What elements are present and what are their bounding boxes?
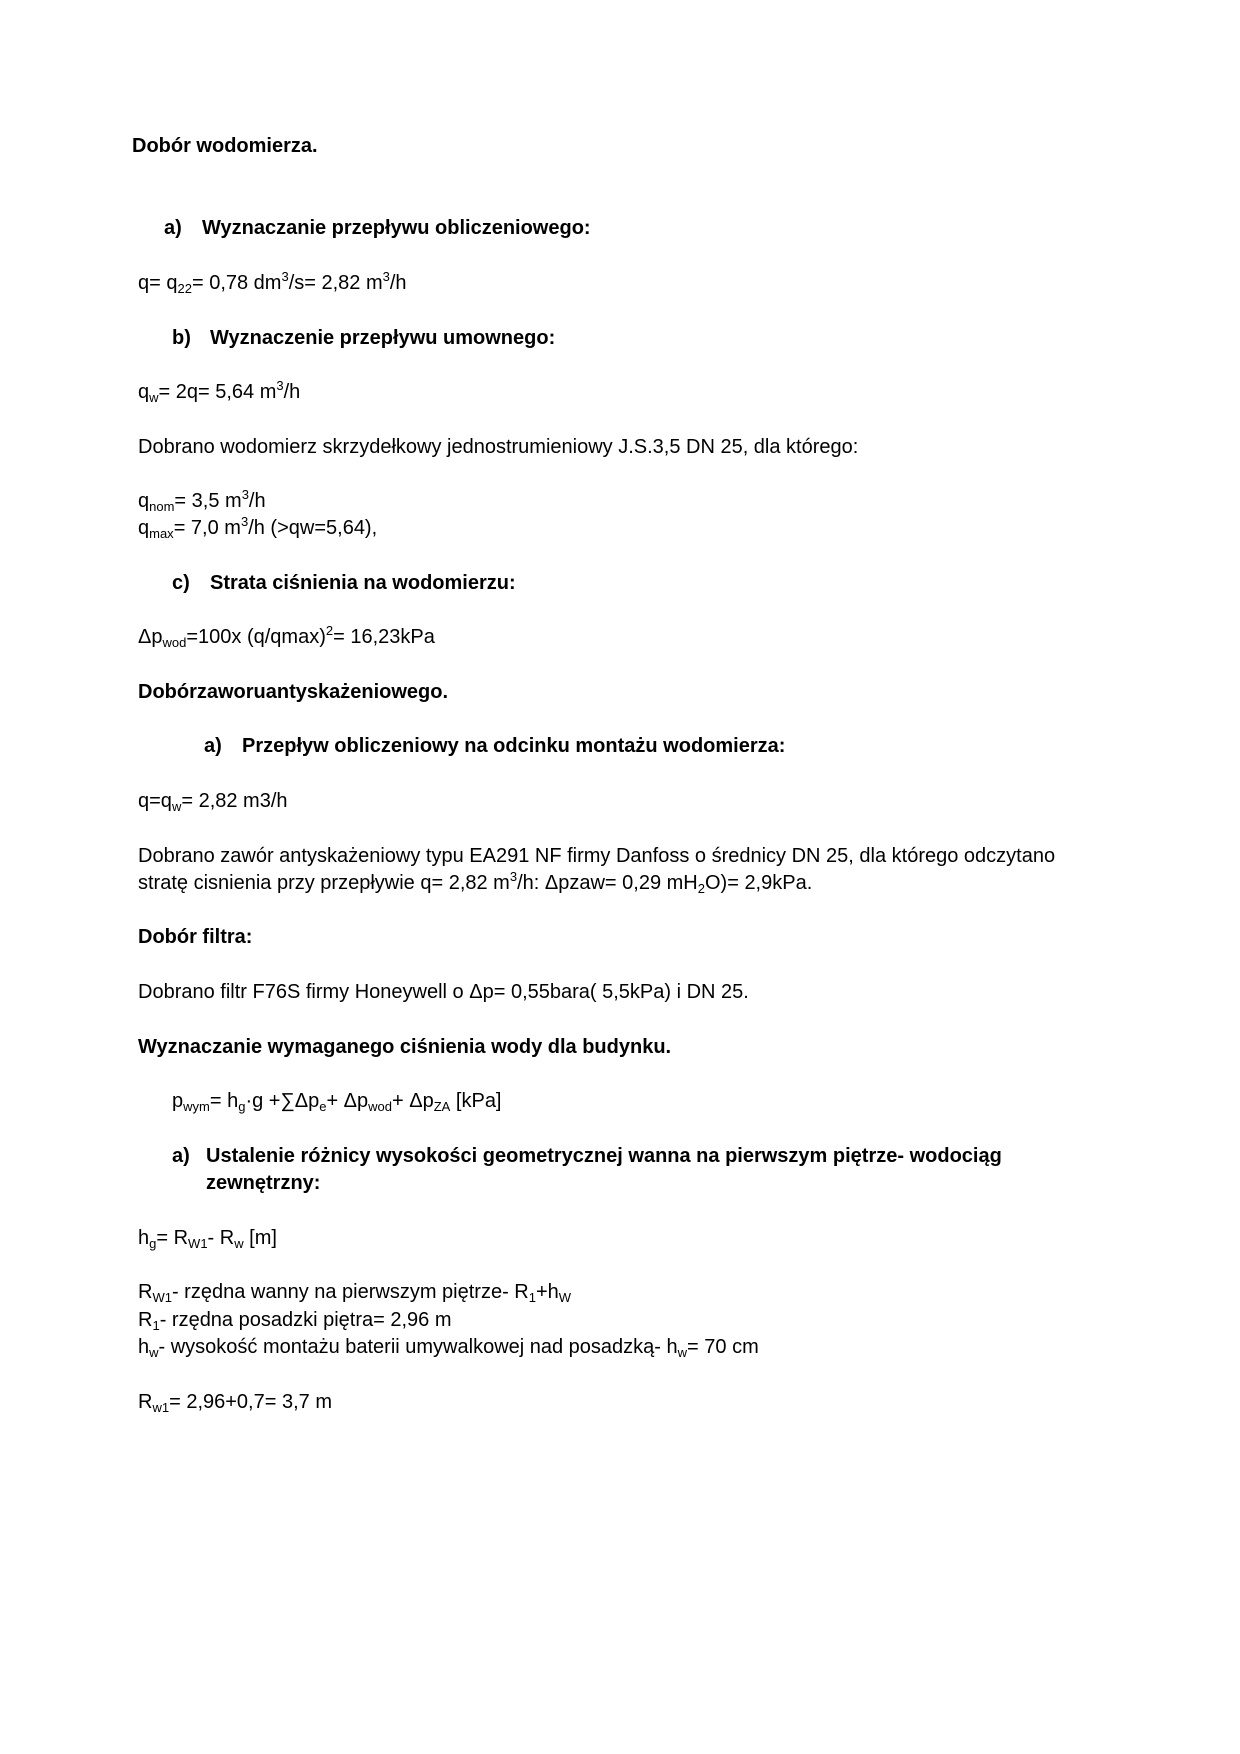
formula-sub: w (149, 390, 159, 405)
formula-sub: w (677, 1345, 688, 1360)
valve-text-line1: Dobrano zawór antyskażeniowy typu EA291 NF firmy Danfoss o średnicy DN 25, dla którego odczytano (138, 845, 1056, 867)
text-part: - rzędna wanny na pierwszym piętrze- R (171, 1281, 529, 1303)
formula-hg (138, 1226, 277, 1250)
list-label: a) (172, 1145, 190, 1167)
heading-a-flow (164, 216, 591, 240)
heading-text: Strata ciśnienia na wodomierzu: (210, 572, 516, 594)
formula-q (138, 271, 407, 295)
formula-sub: g (149, 1236, 157, 1251)
formula-sub: nom (149, 499, 175, 514)
formula-part: + Δp (326, 1090, 369, 1112)
formula-sub: W (558, 1290, 572, 1305)
formula-part: = 3,5 m (174, 490, 242, 512)
formula-part: R (138, 1281, 153, 1303)
formula-sub: max (149, 526, 174, 541)
heading-a-height-diff-cont: zewnętrzny: (206, 1172, 321, 1194)
formula-part: = R (156, 1227, 189, 1249)
section-title-pressure: Wyznaczanie wymaganego ciśnienia wody dla budynku. (138, 1036, 672, 1058)
formula-sup: 3 (241, 487, 249, 502)
formula-q-qw (138, 789, 288, 813)
definition-rw1 (138, 1280, 571, 1304)
formula-part: /h (389, 272, 407, 294)
formula-sub: w1 (152, 1400, 170, 1415)
heading-text: Ustalenie różnicy wysokości geometrycznej wanna na pierwszym piętrze- wodociąg (206, 1145, 1002, 1167)
formula-part: - R (207, 1227, 235, 1249)
formula-sub: 2 (697, 881, 705, 896)
formula-sub: 22 (177, 281, 192, 296)
filter-text: Dobrano filtr F76S firmy Honeywell o Δp= 0,55bara( 5,5kPa) i DN 25. (138, 981, 749, 1003)
formula-sub: w (171, 799, 182, 814)
formula-part: /h (>qw=5,64), (248, 517, 378, 539)
formula-sup: 3 (281, 269, 289, 284)
formula-sub: 1 (528, 1290, 536, 1305)
section-title-valve: Dobórzaworuantyskażeniowego. (138, 681, 449, 703)
heading-text: Przepływ obliczeniowy na odcinku montażu wodomierza: (242, 735, 786, 757)
text-part: stratę cisnienia przy przepływie q= 2,82 m (138, 872, 510, 894)
formula-part: = 0,78 dm (191, 272, 282, 294)
heading-c-pressure-loss (172, 571, 516, 595)
formula-sup: 3 (382, 269, 390, 284)
formula-part: = 7,0 m (173, 517, 241, 539)
heading-text: Wyznaczanie przepływu obliczeniowego: (202, 217, 591, 239)
text-part: = 70 cm (687, 1336, 759, 1358)
formula-part: q (138, 490, 150, 512)
formula-part: = 2,96+0,7= 3,7 m (169, 1391, 332, 1413)
text-part: - rzędna posadzki piętra= 2,96 m (159, 1309, 452, 1331)
list-label: b) (172, 327, 191, 349)
formula-sub: w (234, 1236, 244, 1251)
heading-a-height-diff (172, 1144, 1002, 1168)
formula-part: /h (283, 381, 301, 403)
formula-part: =100x (q/qmax) (186, 626, 326, 648)
formula-sub: W1 (188, 1236, 208, 1251)
text-part: /h: Δpzaw= 0,29 mH (517, 872, 698, 894)
formula-part: = h (209, 1090, 239, 1112)
formula-part: R (138, 1391, 153, 1413)
formula-sub: g (238, 1099, 246, 1114)
text-part: O)= 2,9kPa. (704, 872, 813, 894)
list-label: a) (164, 217, 182, 239)
meter-chosen-text: Dobrano wodomierz skrzydełkowy jednostrumieniowy J.S.3,5 DN 25, dla którego: (138, 436, 859, 458)
formula-part: q (138, 517, 150, 539)
formula-dp-wod (138, 625, 435, 649)
section-title-filter: Dobór filtra: (138, 926, 253, 948)
formula-part: /h (248, 490, 266, 512)
title: Dobór wodomierza. (132, 135, 318, 157)
formula-sup: 3 (509, 869, 518, 884)
heading-a-valve-flow (204, 734, 785, 758)
formula-rw1-value (138, 1390, 332, 1414)
formula-part: ·g +∑Δp (245, 1090, 320, 1112)
formula-sub: ZA (433, 1099, 451, 1114)
formula-part: p (172, 1090, 184, 1112)
formula-sub: wod (368, 1099, 393, 1114)
formula-part: [kPa] (450, 1090, 502, 1112)
formula-sub: e (319, 1099, 327, 1114)
formula-part: h (138, 1336, 150, 1358)
formula-sub: wod (162, 635, 187, 650)
formula-part: [m] (243, 1227, 277, 1249)
heading-b-flow (172, 326, 555, 350)
formula-part: = 2,82 m3/h (181, 790, 288, 812)
formula-part: = 16,23kPa (333, 626, 435, 648)
formula-part: Δp (138, 626, 163, 648)
formula-qnom (138, 489, 266, 513)
list-label: c) (172, 572, 190, 594)
formula-qw (138, 380, 300, 404)
formula-p-wym (172, 1089, 502, 1113)
definition-r1 (138, 1308, 452, 1332)
formula-part: q=q (138, 790, 172, 812)
formula-sub: wym (183, 1099, 210, 1114)
formula-part: /s= 2,82 m (288, 272, 383, 294)
heading-text: Wyznaczenie przepływu umownego: (210, 327, 556, 349)
formula-sub: W1 (152, 1290, 172, 1305)
valve-text-line2 (138, 871, 812, 895)
formula-part: q (138, 381, 150, 403)
formula-sub: w (149, 1345, 159, 1360)
formula-sup: 3 (240, 514, 249, 529)
list-label: a) (204, 735, 222, 757)
formula-qmax (138, 516, 377, 540)
text-part: +h (535, 1281, 559, 1303)
formula-sup: 3 (276, 378, 284, 393)
formula-part: h (138, 1227, 150, 1249)
text-part: - wysokość montażu baterii umywalkowej nad posadzką- h (158, 1336, 678, 1358)
formula-part: R (138, 1309, 153, 1331)
formula-part: + Δp (392, 1090, 434, 1112)
formula-part: q= q (138, 272, 178, 294)
definition-hw (138, 1335, 759, 1359)
formula-part: = 2q= 5,64 m (158, 381, 277, 403)
formula-sup: 2 (325, 623, 334, 638)
formula-sub: 1 (152, 1318, 160, 1333)
